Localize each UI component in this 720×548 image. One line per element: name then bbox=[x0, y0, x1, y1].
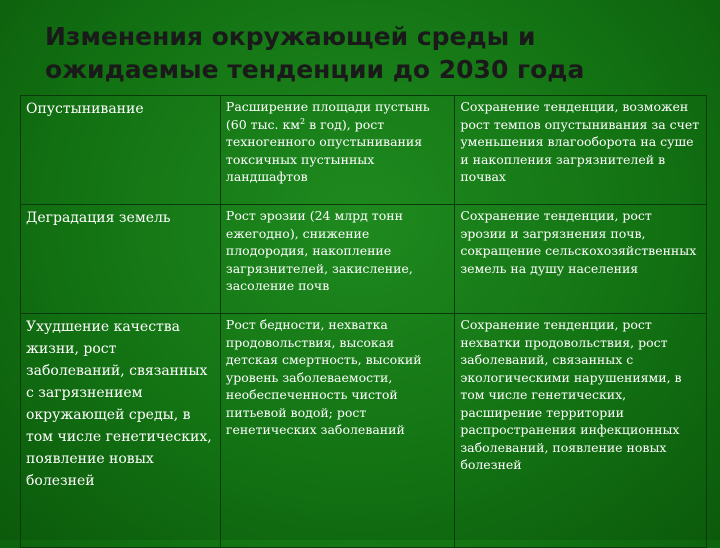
table-cell-trend: Сохранение тенденции, возможен рост темпов опустынивания за счет уменьшения влагооборота на суше и накопления загрязнителей в почвах bbox=[455, 96, 707, 205]
cell-text: Расширение площади пустынь (60 тыс. км bbox=[225, 99, 430, 132]
table-cell-current-state bbox=[220, 96, 454, 205]
table-row bbox=[21, 96, 707, 205]
environment-changes-table bbox=[20, 95, 707, 548]
table-cell-current-state: Рост эрозии (24 млрд тонн ежегодно), снижение плодородия, накопление загрязнителей, закисление, засоление почв bbox=[220, 205, 454, 314]
cell-text: в год), рост техногенного опустынивания токсичных пустынных ландшафтов bbox=[225, 116, 423, 184]
table-cell-trend: Сохранение тенденции, рост эрозии и загрязнения почв, сокращение сельскохозяйственных земель на душу населения bbox=[455, 205, 707, 314]
slide-title-line-1: Изменения окружающей среды и bbox=[45, 22, 536, 51]
table-row bbox=[21, 205, 707, 314]
slide-title-line-2: ожидаемые тенденции до 2030 года bbox=[45, 55, 585, 84]
table-cell-trend: Сохранение тенденции, рост нехватки продовольствия, рост заболеваний, связанных с экологическими нарушениями, в том числе генетических, расширение территории распространения инфекционных заболеваний, появление новых болезней bbox=[455, 314, 707, 548]
table-cell-problem: Деградация земель bbox=[21, 205, 221, 314]
table-cell-current-state: Рост бедности, нехватка продовольствия, высокая детская смертность, высокий уровень заболеваемости, необеспеченность чистой питьевой водой; рост генетических заболеваний bbox=[220, 314, 454, 548]
table-row bbox=[21, 314, 707, 548]
table-cell-problem: Опустынивание bbox=[21, 96, 221, 205]
table-cell-problem: Ухудшение качества жизни, рост заболеваний, связанных с загрязнением окружающей среды, в том числе генетических, появление новых болезней bbox=[21, 314, 221, 548]
slide-title bbox=[45, 20, 705, 86]
superscript: 2 bbox=[300, 116, 306, 126]
